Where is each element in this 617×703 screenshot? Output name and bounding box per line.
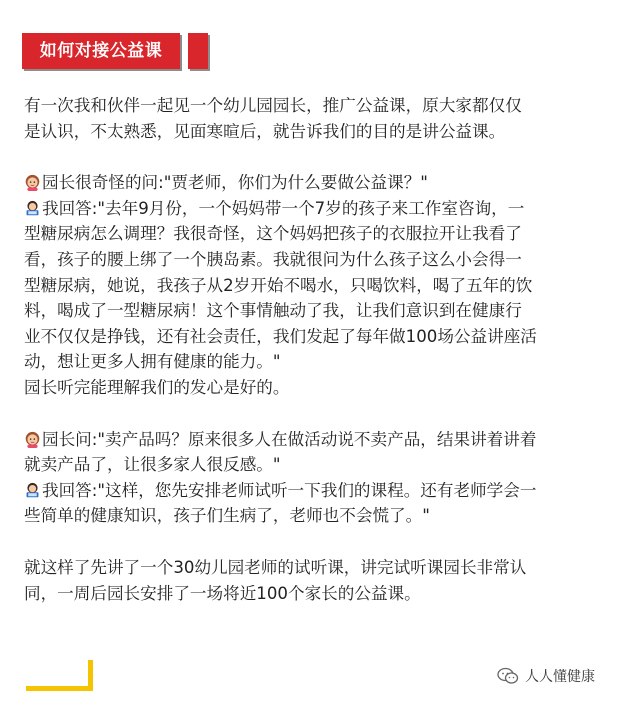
text-line: 同，一周后园长安排了一场将近100个家长的公益课。 [24, 583, 421, 603]
text-line: 是认识，不太熟悉，见面寒暄后，就告诉我们的目的是讲公益课。 [24, 121, 506, 141]
wechat-icon [497, 667, 519, 685]
text-line: 些简单的健康知识，孩子们生病了，老师也不会慌了。" [24, 506, 430, 526]
footer-accent-bracket [26, 660, 93, 691]
woman-emoji-icon [24, 174, 41, 191]
intro-paragraph [24, 93, 604, 144]
text-line: 业不仅仅是挣钱，还有社会责任，我们发起了每年做100场公益讲座活 [24, 326, 537, 346]
speaker-answer-first-line [24, 196, 604, 222]
text-line: 型糖尿病，她说，我孩子从2岁开始不喝水，只喝饮料，喝了五年的饮 [24, 275, 533, 295]
dialogue-block-2 [24, 427, 604, 529]
section-title: 如何对接公益课 [22, 33, 180, 69]
principal-question [24, 427, 604, 453]
brand-name: 人人懂健康 [525, 669, 595, 685]
question-text: 园长问:"卖产品吗？原来很多人在做活动说不卖产品，结果讲着讲着 [42, 429, 537, 449]
title-accent-tab [188, 33, 208, 69]
answer-text: 我回答:"这样，您先安排老师试听一下我们的课程。还有老师学会一 [42, 480, 537, 500]
text-line: 看，孩子的腰上绑了一个胰岛素。我就很问为什么孩子这么小会得一 [24, 249, 522, 269]
text-line: 就这样了先讲了一个30幼儿园老师的试听课，讲完试听课园长非常认 [24, 557, 527, 577]
dialogue-block-1 [24, 170, 604, 400]
woman-emoji-icon [24, 431, 41, 448]
text-line: 有一次我和伙伴一起见一个幼儿园园长，推广公益课，原大家都仅仅 [24, 96, 522, 115]
article-body [24, 93, 604, 606]
answer-text: 我回答:"去年9月份，一个妈妈带一个7岁的孩子来工作室咨询，一 [42, 198, 525, 218]
text-line: 就卖产品了，让很多家人很反感。" [24, 455, 281, 475]
text-line: 型糖尿病怎么调理？我很奇怪，这个妈妈把孩子的衣服拉开让我看了 [24, 224, 522, 244]
text-line: 动，想让更多人拥有健康的能力。" [24, 352, 281, 372]
text-line: 园长听完能理解我们的发心是好的。 [24, 377, 290, 397]
closing-paragraph [24, 555, 604, 606]
text-line: 料，喝成了一型糖尿病！这个事情触动了我，让我们意识到在健康行 [24, 301, 522, 321]
woman-laptop-emoji-icon [24, 482, 41, 499]
speaker-answer-first-line [24, 478, 604, 504]
brand-watermark [497, 664, 595, 688]
question-text: 园长很奇怪的问:"贾老师，你们为什么要做公益课？" [42, 173, 428, 193]
woman-laptop-emoji-icon [24, 200, 41, 217]
principal-question [24, 170, 604, 196]
